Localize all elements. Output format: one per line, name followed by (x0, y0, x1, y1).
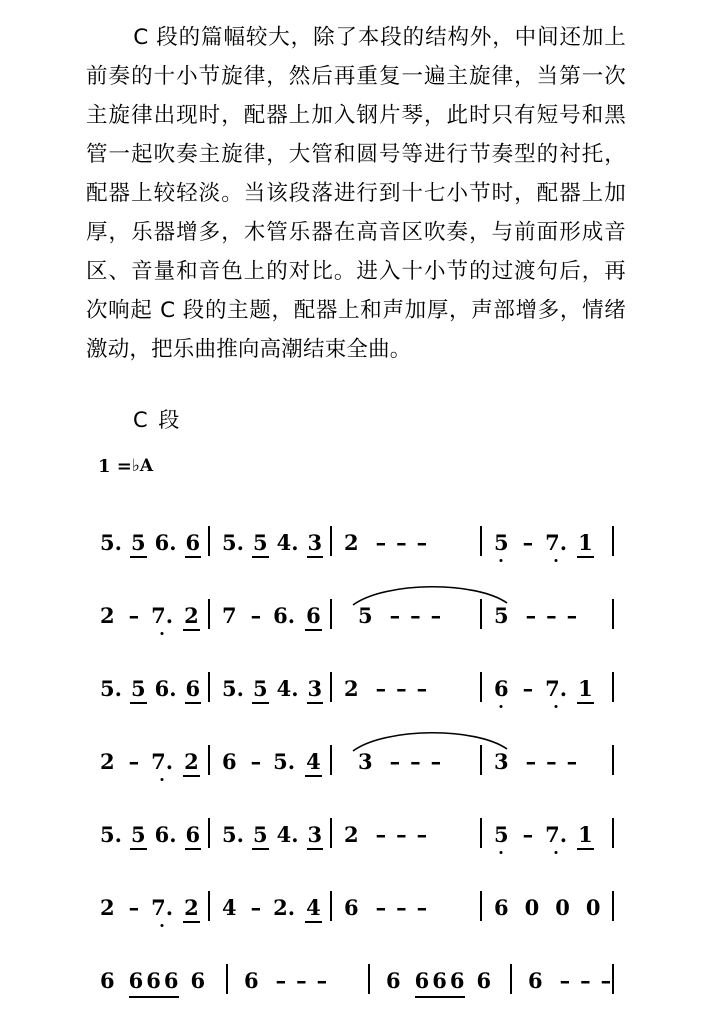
note: 5. (222, 676, 244, 701)
measure-notes (100, 822, 200, 847)
note: 5. (273, 749, 296, 774)
note: 3 (308, 532, 323, 553)
barline (208, 526, 210, 556)
beamed-group: 6 6 6 (415, 968, 465, 993)
barline (510, 964, 512, 994)
measure-notes: 2 – 7 . 2 (100, 749, 199, 774)
barline (208, 745, 210, 775)
measure-notes: 6 – – – (528, 968, 612, 993)
note: 6 (186, 678, 201, 699)
barline (612, 818, 614, 848)
measure-notes: 3 – – – (494, 749, 578, 774)
note: 7 . (151, 605, 173, 626)
note: 7 . (151, 751, 173, 772)
note: 1 (578, 532, 593, 553)
jianpu-score (86, 512, 626, 1023)
note: 5 (494, 603, 509, 628)
barline (480, 672, 482, 702)
barline (330, 526, 332, 556)
measure-notes (100, 968, 205, 993)
note: 5 (253, 824, 268, 845)
barline (330, 599, 332, 629)
key-signature-label: 1 = (98, 456, 132, 477)
note: 6 (244, 968, 259, 993)
barline (612, 599, 614, 629)
note: 2. (273, 895, 296, 920)
note: 2 (344, 676, 359, 701)
note: 2 (184, 605, 199, 626)
measure-notes: 6 – – – (244, 968, 328, 993)
score-system (86, 804, 626, 877)
note: 6 (476, 968, 492, 993)
measure-notes (222, 530, 322, 555)
note: 6. (154, 822, 177, 847)
note: 7 (222, 603, 237, 628)
note: 1 (578, 678, 593, 699)
note: 1 (578, 824, 593, 845)
barline (480, 891, 482, 921)
note: 5. (222, 530, 244, 555)
barline (330, 818, 332, 848)
measure-notes: 4 – 2. 4 (222, 895, 321, 920)
score-system (86, 512, 626, 585)
body-paragraph: C 段的篇幅较大，除了本段的结构外，中间还加上前奏的十小节旋律，然后再重复一遍主旋律，当第一次主旋律出现时，配器上加入钢片琴，此时只有短号和黑管一起吹奏主旋律，大管和圆号等进行节奏型的衬托，配器上较轻淡。当该段落进行到十七小节时，配器上加厚，乐器增多，木管乐器在高音区吹奏，与前面形成音区、音量和音色上的对比。进入十小节的过渡句后，再次响起 C 段的主题，配器上和声加厚，声部增多，情绪激动，把乐曲推向高潮结束全曲。 (86, 25, 626, 362)
measure-notes: 2 – – – (344, 676, 428, 701)
score-system (86, 950, 626, 1023)
note: 6 (494, 678, 509, 699)
barline (368, 964, 370, 994)
measure-notes: 6 – 5. 4 (222, 749, 321, 774)
note: 6 (100, 968, 115, 993)
note: 0 (555, 895, 570, 920)
note: 2 (184, 897, 199, 918)
score-system (86, 658, 626, 731)
measure-notes: 5 – 7 . 1 (494, 822, 593, 847)
note: 6. (154, 530, 177, 555)
measure-notes: 7 – 6. 6 (222, 603, 321, 628)
barline (480, 745, 482, 775)
measure-notes: 6 – – – (344, 895, 428, 920)
note: 7 . (545, 678, 567, 699)
barline (208, 672, 210, 702)
measure-notes: 2 – 7 . 2 (100, 895, 199, 920)
note: 7 . (545, 824, 567, 845)
note: 5 (131, 678, 146, 699)
note: 6. (154, 676, 177, 701)
note: 2 (100, 603, 115, 628)
barline (612, 672, 614, 702)
score-system (86, 877, 626, 950)
note: 3 (308, 824, 323, 845)
note: 2 (100, 895, 115, 920)
note: 2 (344, 822, 359, 847)
note: 6 (222, 749, 237, 774)
note: 5 (494, 532, 509, 553)
note: 5 (253, 678, 268, 699)
barline (480, 599, 482, 629)
measure-notes (494, 895, 601, 920)
barline (480, 818, 482, 848)
note: 2 (184, 751, 199, 772)
barline (612, 891, 614, 921)
note: 4 (222, 895, 237, 920)
measure-notes: 2 – – – (344, 530, 428, 555)
note: 5. (222, 822, 244, 847)
measure-notes: 6 – 7 . 1 (494, 676, 593, 701)
measure-notes (100, 676, 200, 701)
barline (330, 891, 332, 921)
note: 4. (276, 822, 299, 847)
note: 4 (306, 751, 321, 772)
note: 6 (186, 824, 201, 845)
note: 6. (273, 603, 296, 628)
note: 5 (253, 532, 268, 553)
note: 6 (386, 968, 401, 993)
barline (330, 745, 332, 775)
note: 5. (100, 530, 122, 555)
note: 4. (276, 530, 299, 555)
measure-notes: 5 – – – (494, 603, 578, 628)
barline (612, 964, 614, 994)
barline (208, 599, 210, 629)
note: 5. (100, 676, 122, 701)
measure-notes (222, 822, 322, 847)
measure-notes (386, 968, 491, 993)
note: 6 (306, 605, 321, 626)
measure-notes: 2 – – – (344, 822, 428, 847)
note: 6 (190, 968, 206, 993)
barline (208, 818, 210, 848)
note: 3 (358, 749, 373, 774)
score-system (86, 731, 626, 804)
note: 3 (308, 678, 323, 699)
note: 2 (100, 749, 115, 774)
note: 4 (306, 897, 321, 918)
note: 5 (131, 824, 146, 845)
measure-notes: 2 – 7 . 2 (100, 603, 199, 628)
measure-notes: 3 – – – (358, 749, 442, 774)
note: 6 (528, 968, 543, 993)
note: 5 (494, 824, 509, 845)
note: 0 (524, 895, 540, 920)
measure-notes (100, 530, 200, 555)
measure-notes: 5 – 7 . 1 (494, 530, 593, 555)
note: 5 (131, 532, 146, 553)
note: 7 . (151, 897, 173, 918)
note: 6 (494, 895, 509, 920)
barline (480, 526, 482, 556)
note: 2 (344, 530, 359, 555)
note: 4. (276, 676, 299, 701)
note: 6 (344, 895, 359, 920)
barline (612, 745, 614, 775)
barline (226, 964, 228, 994)
note: 5 (358, 603, 373, 628)
note: 7 . (545, 532, 567, 553)
beamed-group: 6 6 6 (129, 968, 179, 993)
barline (612, 526, 614, 556)
barline (208, 891, 210, 921)
section-caption: C 段 (133, 408, 182, 432)
note: 0 (585, 895, 601, 920)
note: 5. (100, 822, 122, 847)
key-signature-value: ♭A (131, 456, 154, 476)
note: 3 (494, 749, 509, 774)
score-system (86, 585, 626, 658)
prose-block (86, 18, 626, 369)
barline (330, 672, 332, 702)
note: 6 (186, 532, 201, 553)
measure-notes (222, 676, 322, 701)
key-signature (98, 456, 153, 477)
measure-notes: 5 – – – (358, 603, 442, 628)
